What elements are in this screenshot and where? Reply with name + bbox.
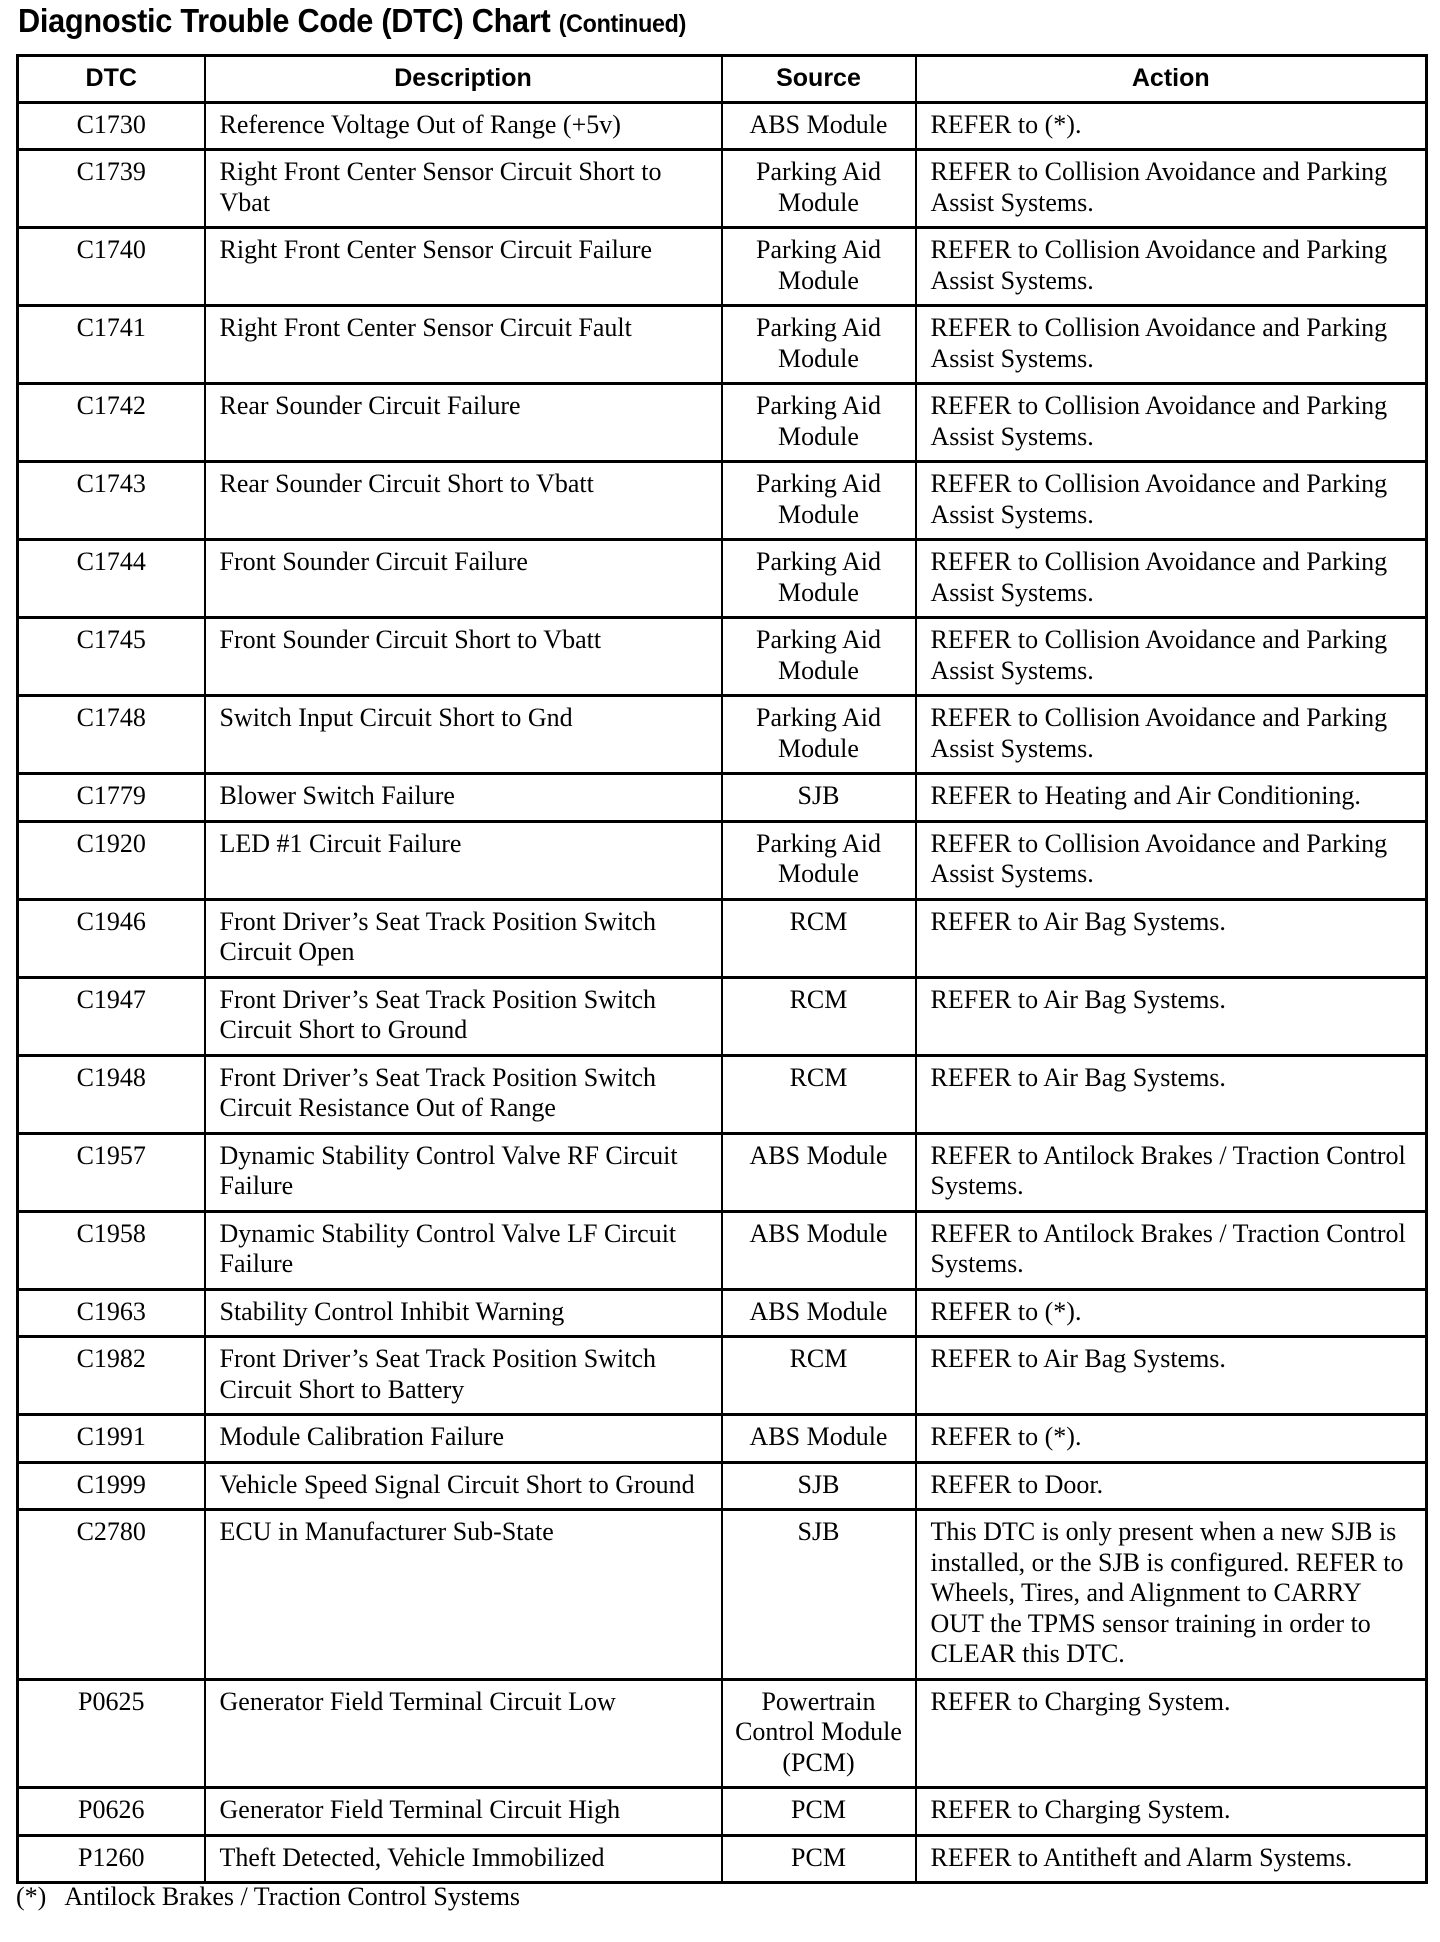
dtc-code-cell: C1739 xyxy=(18,150,205,228)
dtc-code-cell: C1947 xyxy=(18,977,205,1055)
dtc-code-cell: C1740 xyxy=(18,228,205,306)
table-row xyxy=(18,821,1427,899)
action-cell: REFER to Air Bag Systems. xyxy=(916,899,1427,977)
table-row xyxy=(18,774,1427,822)
title-main: Diagnostic Trouble Code (DTC) Chart xyxy=(18,2,551,39)
dtc-code-cell: C1946 xyxy=(18,899,205,977)
description-cell: Theft Detected, Vehicle Immobilized xyxy=(205,1835,722,1883)
column-header-action: Action xyxy=(916,56,1427,103)
dtc-code-cell: C1730 xyxy=(18,102,205,150)
description-cell: Rear Sounder Circuit Failure xyxy=(205,384,722,462)
table-body xyxy=(18,102,1427,1883)
description-cell: Stability Control Inhibit Warning xyxy=(205,1289,722,1337)
description-cell: Vehicle Speed Signal Circuit Short to Ground xyxy=(205,1462,722,1510)
table-row xyxy=(18,228,1427,306)
dtc-code-cell: C1743 xyxy=(18,462,205,540)
description-cell: Front Driver’s Seat Track Position Switch Circuit Resistance Out of Range xyxy=(205,1055,722,1133)
dtc-code-cell: C2780 xyxy=(18,1510,205,1680)
description-cell: Reference Voltage Out of Range (+5v) xyxy=(205,102,722,150)
action-cell: REFER to Collision Avoidance and Parking Assist Systems. xyxy=(916,384,1427,462)
dtc-code-cell: C1745 xyxy=(18,618,205,696)
footnote-text: Antilock Brakes / Traction Control Systems xyxy=(64,1882,521,1911)
action-cell: REFER to Collision Avoidance and Parking Assist Systems. xyxy=(916,462,1427,540)
table-row xyxy=(18,1679,1427,1788)
description-cell: ECU in Manufacturer Sub-State xyxy=(205,1510,722,1680)
table-row xyxy=(18,1462,1427,1510)
table-header-row xyxy=(18,56,1427,103)
source-cell: Powertrain Control Module (PCM) xyxy=(722,1679,916,1788)
description-cell: Generator Field Terminal Circuit Low xyxy=(205,1679,722,1788)
description-cell: Front Driver’s Seat Track Position Switch Circuit Open xyxy=(205,899,722,977)
source-cell: ABS Module xyxy=(722,1289,916,1337)
description-cell: Dynamic Stability Control Valve RF Circuit Failure xyxy=(205,1133,722,1211)
description-cell: LED #1 Circuit Failure xyxy=(205,821,722,899)
dtc-code-cell: C1744 xyxy=(18,540,205,618)
action-cell: This DTC is only present when a new SJB is installed, or the SJB is configured. REFER to Wheels, Tires, and Alignment to CARRY OUT the TPMS sensor training in order to CLEAR this DTC. xyxy=(916,1510,1427,1680)
source-cell: Parking Aid Module xyxy=(722,540,916,618)
dtc-code-cell: C1779 xyxy=(18,774,205,822)
source-cell: Parking Aid Module xyxy=(722,228,916,306)
table-row xyxy=(18,384,1427,462)
source-cell: Parking Aid Module xyxy=(722,696,916,774)
action-cell: REFER to (*). xyxy=(916,102,1427,150)
source-cell: RCM xyxy=(722,1337,916,1415)
table-row xyxy=(18,102,1427,150)
table-row xyxy=(18,899,1427,977)
action-cell: REFER to Air Bag Systems. xyxy=(916,1055,1427,1133)
dtc-code-cell: P0626 xyxy=(18,1788,205,1836)
description-cell: Right Front Center Sensor Circuit Failure xyxy=(205,228,722,306)
action-cell: REFER to Antilock Brakes / Traction Control Systems. xyxy=(916,1211,1427,1289)
action-cell: REFER to (*). xyxy=(916,1415,1427,1463)
source-cell: ABS Module xyxy=(722,1211,916,1289)
description-cell: Rear Sounder Circuit Short to Vbatt xyxy=(205,462,722,540)
action-cell: REFER to (*). xyxy=(916,1289,1427,1337)
action-cell: REFER to Collision Avoidance and Parking Assist Systems. xyxy=(916,821,1427,899)
column-header-dtc: DTC xyxy=(18,56,205,103)
action-cell: REFER to Collision Avoidance and Parking Assist Systems. xyxy=(916,150,1427,228)
footnote xyxy=(16,1882,520,1912)
description-cell: Front Driver’s Seat Track Position Switch Circuit Short to Battery xyxy=(205,1337,722,1415)
dtc-code-cell: C1963 xyxy=(18,1289,205,1337)
title-suffix: (Continued) xyxy=(558,10,687,38)
action-cell: REFER to Collision Avoidance and Parking Assist Systems. xyxy=(916,540,1427,618)
table-row xyxy=(18,1211,1427,1289)
dtc-code-cell: P1260 xyxy=(18,1835,205,1883)
dtc-code-cell: C1742 xyxy=(18,384,205,462)
table-row xyxy=(18,540,1427,618)
description-cell: Right Front Center Sensor Circuit Fault xyxy=(205,306,722,384)
dtc-table xyxy=(16,54,1428,1884)
action-cell: REFER to Collision Avoidance and Parking Assist Systems. xyxy=(916,696,1427,774)
table-row xyxy=(18,1055,1427,1133)
description-cell: Front Sounder Circuit Short to Vbatt xyxy=(205,618,722,696)
table-row xyxy=(18,1337,1427,1415)
table-row xyxy=(18,1133,1427,1211)
table-row xyxy=(18,150,1427,228)
source-cell: Parking Aid Module xyxy=(722,306,916,384)
table-row xyxy=(18,696,1427,774)
action-cell: REFER to Air Bag Systems. xyxy=(916,977,1427,1055)
dtc-code-cell: C1948 xyxy=(18,1055,205,1133)
description-cell: Right Front Center Sensor Circuit Short to Vbat xyxy=(205,150,722,228)
table-row xyxy=(18,1510,1427,1680)
action-cell: REFER to Collision Avoidance and Parking Assist Systems. xyxy=(916,306,1427,384)
column-header-source: Source xyxy=(722,56,916,103)
source-cell: SJB xyxy=(722,1462,916,1510)
source-cell: ABS Module xyxy=(722,1133,916,1211)
dtc-code-cell: C1741 xyxy=(18,306,205,384)
description-cell: Module Calibration Failure xyxy=(205,1415,722,1463)
table-row xyxy=(18,1289,1427,1337)
source-cell: PCM xyxy=(722,1835,916,1883)
description-cell: Switch Input Circuit Short to Gnd xyxy=(205,696,722,774)
table-row xyxy=(18,618,1427,696)
source-cell: SJB xyxy=(722,774,916,822)
source-cell: PCM xyxy=(722,1788,916,1836)
table-row xyxy=(18,977,1427,1055)
action-cell: REFER to Antilock Brakes / Traction Control Systems. xyxy=(916,1133,1427,1211)
action-cell: REFER to Antitheft and Alarm Systems. xyxy=(916,1835,1427,1883)
action-cell: REFER to Heating and Air Conditioning. xyxy=(916,774,1427,822)
description-cell: Blower Switch Failure xyxy=(205,774,722,822)
action-cell: REFER to Collision Avoidance and Parking Assist Systems. xyxy=(916,618,1427,696)
table-row xyxy=(18,1788,1427,1836)
source-cell: RCM xyxy=(722,899,916,977)
dtc-code-cell: C1999 xyxy=(18,1462,205,1510)
footnote-marker: (*) xyxy=(16,1882,47,1911)
table-row xyxy=(18,1415,1427,1463)
source-cell: SJB xyxy=(722,1510,916,1680)
source-cell: Parking Aid Module xyxy=(722,618,916,696)
column-header-description: Description xyxy=(205,56,722,103)
source-cell: ABS Module xyxy=(722,102,916,150)
action-cell: REFER to Charging System. xyxy=(916,1679,1427,1788)
description-cell: Generator Field Terminal Circuit High xyxy=(205,1788,722,1836)
action-cell: REFER to Collision Avoidance and Parking Assist Systems. xyxy=(916,228,1427,306)
table-row xyxy=(18,1835,1427,1883)
action-cell: REFER to Charging System. xyxy=(916,1788,1427,1836)
action-cell: REFER to Air Bag Systems. xyxy=(916,1337,1427,1415)
dtc-code-cell: C1957 xyxy=(18,1133,205,1211)
action-cell: REFER to Door. xyxy=(916,1462,1427,1510)
description-cell: Front Driver’s Seat Track Position Switch Circuit Short to Ground xyxy=(205,977,722,1055)
source-cell: RCM xyxy=(722,1055,916,1133)
source-cell: Parking Aid Module xyxy=(722,150,916,228)
source-cell: ABS Module xyxy=(722,1415,916,1463)
dtc-code-cell: C1958 xyxy=(18,1211,205,1289)
source-cell: Parking Aid Module xyxy=(722,384,916,462)
description-cell: Dynamic Stability Control Valve LF Circuit Failure xyxy=(205,1211,722,1289)
table-row xyxy=(18,462,1427,540)
dtc-code-cell: C1920 xyxy=(18,821,205,899)
page-title xyxy=(18,2,686,40)
description-cell: Front Sounder Circuit Failure xyxy=(205,540,722,618)
dtc-code-cell: C1991 xyxy=(18,1415,205,1463)
source-cell: Parking Aid Module xyxy=(722,462,916,540)
dtc-code-cell: C1748 xyxy=(18,696,205,774)
table-row xyxy=(18,306,1427,384)
source-cell: RCM xyxy=(722,977,916,1055)
dtc-code-cell: P0625 xyxy=(18,1679,205,1788)
source-cell: Parking Aid Module xyxy=(722,821,916,899)
dtc-code-cell: C1982 xyxy=(18,1337,205,1415)
